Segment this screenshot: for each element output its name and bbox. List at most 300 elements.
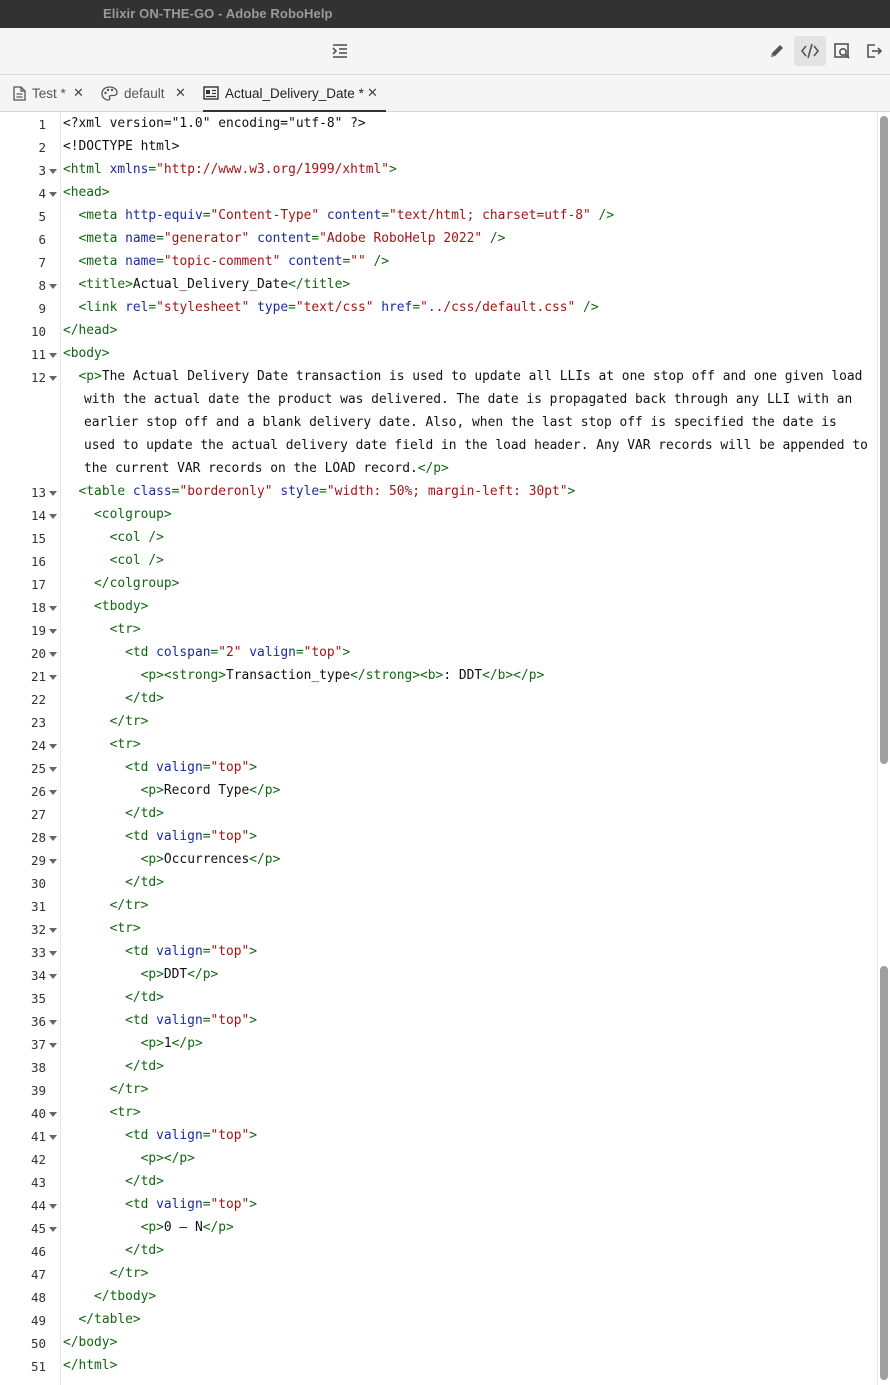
line-number: 33: [30, 945, 46, 960]
line-number: 15: [30, 531, 46, 546]
code-token: </title>: [288, 277, 351, 292]
code-token: =: [156, 254, 164, 269]
code-line[interactable]: [63, 967, 218, 982]
code-line[interactable]: [63, 944, 257, 959]
code-token: <td: [125, 1197, 157, 1212]
fold-toggle-icon[interactable]: [49, 767, 57, 772]
code-token: [63, 1197, 125, 1212]
code-token: />: [575, 300, 599, 315]
code-token: with the actual date the product was delivered. The date is propagated back through any LLI with an: [84, 392, 853, 407]
code-token: "2": [218, 645, 242, 660]
code-token: </tr>: [109, 1266, 149, 1281]
code-line[interactable]: [63, 691, 164, 706]
editor-toolbar: [0, 28, 890, 75]
code-token: used to update the actual delivery date field in the load header. Any VAR records will be appended to: [84, 438, 868, 453]
code-token: </tr>: [109, 1082, 149, 1097]
code-line[interactable]: [63, 898, 148, 913]
code-token: "borderonly": [179, 484, 273, 499]
code-token: DDT: [163, 967, 188, 982]
code-token: name: [125, 254, 157, 269]
code-token: [63, 599, 94, 614]
code-token: "Content-Type": [210, 208, 320, 223]
code-token: </b></p>: [482, 668, 545, 683]
code-token: "http://www.w3.org/1999/xhtml": [156, 162, 389, 177]
code-line[interactable]: [63, 208, 614, 223]
code-token: =: [171, 484, 180, 499]
code-token: />: [482, 231, 506, 246]
code-token: </table>: [78, 1312, 141, 1327]
code-line[interactable]: [63, 576, 179, 591]
code-token: "top": [210, 944, 250, 959]
code-token: href: [381, 300, 413, 315]
code-line[interactable]: [63, 323, 117, 338]
code-token: <p>: [140, 1220, 164, 1235]
outline-icon[interactable]: [324, 36, 356, 66]
code-token: =: [148, 162, 157, 177]
code-token: [63, 829, 125, 844]
code-token: [63, 1243, 125, 1258]
tab-label: default: [124, 85, 165, 101]
line-number: 14: [30, 508, 46, 523]
code-token: [63, 875, 125, 890]
code-token: "top": [303, 645, 343, 660]
code-token: [63, 898, 110, 913]
code-token: [63, 369, 79, 384]
code-line[interactable]: [84, 392, 852, 407]
code-token: "topic-comment": [163, 254, 281, 269]
pencil-icon[interactable]: [761, 36, 793, 66]
fold-toggle-icon[interactable]: [49, 1135, 57, 1140]
fold-toggle-icon[interactable]: [49, 859, 57, 864]
code-token: : DDT: [443, 668, 483, 683]
line-number: 30: [30, 876, 46, 891]
line-number: 32: [30, 922, 46, 937]
line-number: 27: [30, 807, 46, 822]
code-token: [249, 231, 257, 246]
code-icon[interactable]: [794, 36, 826, 66]
line-number: 19: [30, 623, 46, 638]
line-number: 2: [38, 140, 46, 155]
code-token: <col />: [109, 530, 164, 545]
code-token: <meta: [78, 254, 126, 269]
code-token: [63, 806, 125, 821]
code-line[interactable]: [63, 852, 280, 867]
code-token: [63, 1151, 141, 1166]
code-token: [63, 300, 79, 315]
code-token: [63, 576, 94, 591]
code-token: <col />: [109, 553, 164, 568]
code-token: <colgroup>: [94, 507, 172, 522]
code-token: "top": [210, 829, 250, 844]
code-line[interactable]: [63, 1358, 117, 1373]
code-token: >: [249, 1128, 258, 1143]
code-line[interactable]: [63, 346, 110, 361]
code-token: >: [249, 1197, 258, 1212]
code-line[interactable]: [63, 277, 350, 292]
code-token: [63, 530, 110, 545]
code-token: "text/html; charset=utf-8": [389, 208, 591, 223]
tab-actual-delivery-date[interactable]: [203, 75, 378, 111]
code-line[interactable]: [84, 415, 837, 430]
line-number: 26: [30, 784, 46, 799]
code-token: The Actual Delivery Date transaction is used to update all LLIs at one stop off and one given load: [101, 369, 863, 384]
fold-toggle-icon[interactable]: [49, 606, 57, 611]
code-token: </p>: [202, 1220, 234, 1235]
code-line[interactable]: [63, 1312, 141, 1327]
code-line[interactable]: [63, 1335, 117, 1350]
code-line[interactable]: [63, 1036, 203, 1051]
line-number: 36: [30, 1014, 46, 1029]
line-number: 39: [30, 1083, 46, 1098]
fold-toggle-icon[interactable]: [49, 951, 57, 956]
code-token: </tr>: [109, 898, 149, 913]
code-line[interactable]: [63, 599, 148, 614]
fold-toggle-icon[interactable]: [49, 376, 57, 381]
code-token: "": [350, 254, 366, 269]
code-token: >: [249, 829, 258, 844]
code-token: <td: [125, 1013, 157, 1028]
code-token: <p>: [78, 369, 102, 384]
line-number: 7: [38, 255, 46, 270]
code-token: [280, 254, 288, 269]
code-token: </td>: [125, 1174, 164, 1189]
code-line[interactable]: [63, 783, 280, 798]
code-token: "../css/default.css": [420, 300, 576, 315]
code-token: [63, 1013, 125, 1028]
code-line[interactable]: [63, 185, 110, 200]
window-title: Elixir ON-THE-GO - Adobe RoboHelp: [103, 6, 333, 21]
code-line[interactable]: [63, 714, 148, 729]
line-number: 45: [30, 1221, 46, 1236]
close-icon[interactable]: ✕: [367, 85, 378, 100]
code-token: [63, 714, 110, 729]
tab-test[interactable]: [13, 75, 84, 111]
code-token: [63, 852, 141, 867]
fold-toggle-icon[interactable]: [49, 836, 57, 841]
line-number: 24: [30, 738, 46, 753]
code-token: <td: [125, 829, 157, 844]
code-token: http-equiv: [125, 208, 203, 223]
tab-default[interactable]: [101, 75, 186, 111]
code-token: valign: [156, 944, 203, 959]
fold-toggle-icon[interactable]: [49, 629, 57, 634]
fold-toggle-icon[interactable]: [49, 790, 57, 795]
code-token: </td>: [125, 875, 164, 890]
code-token: <p>: [140, 852, 164, 867]
fold-toggle-icon[interactable]: [49, 284, 57, 289]
fold-toggle-icon[interactable]: [49, 491, 57, 496]
code-token: "Adobe RoboHelp 2022": [319, 231, 483, 246]
code-token: </p>: [249, 852, 281, 867]
code-line[interactable]: [63, 990, 164, 1005]
code-token: </td>: [125, 691, 164, 706]
line-number: 43: [30, 1175, 46, 1190]
line-number: 12: [30, 370, 46, 385]
code-token: />: [365, 254, 390, 269]
close-icon[interactable]: ✕: [73, 85, 84, 100]
code-line[interactable]: [63, 875, 164, 890]
code-token: <tr>: [109, 737, 141, 752]
code-token: <html: [63, 162, 110, 177]
code-token: [63, 783, 141, 798]
export-icon[interactable]: [858, 36, 890, 66]
code-token: "text/css": [295, 300, 374, 315]
vertical-scrollbar[interactable]: [877, 112, 890, 1385]
code-token: </html>: [63, 1358, 118, 1373]
fold-toggle-icon[interactable]: [49, 1204, 57, 1209]
code-token: Record Type: [163, 783, 250, 798]
code-token: valign: [156, 1197, 203, 1212]
line-number: 17: [30, 577, 46, 592]
code-line[interactable]: [63, 300, 599, 315]
code-token: "width: 50%; margin-left: 30pt": [326, 484, 568, 499]
code-token: <meta: [78, 208, 126, 223]
line-number: 11: [30, 347, 46, 362]
code-token: valign: [156, 1013, 203, 1028]
code-token: [63, 668, 141, 683]
code-token: </head>: [63, 323, 118, 338]
code-token: [63, 277, 79, 292]
code-line[interactable]: [63, 622, 141, 637]
line-number: 41: [30, 1129, 46, 1144]
code-line[interactable]: [84, 438, 868, 453]
fold-toggle-icon[interactable]: [49, 675, 57, 680]
code-token: [63, 1036, 141, 1051]
line-number: 49: [30, 1313, 46, 1328]
code-token: [63, 507, 94, 522]
scrollbar-thumb[interactable]: [880, 116, 888, 764]
code-token: </td>: [125, 1243, 164, 1258]
code-token: >: [342, 645, 351, 660]
code-token: [63, 1059, 125, 1074]
code-token: >: [249, 1013, 258, 1028]
line-number: 28: [30, 830, 46, 845]
line-number: 10: [30, 324, 46, 339]
line-number: 31: [30, 899, 46, 914]
code-token: [63, 553, 110, 568]
code-token: valign: [156, 829, 203, 844]
code-token: [63, 760, 125, 775]
code-token: [63, 1174, 125, 1189]
code-token: =: [342, 254, 351, 269]
code-token: =: [202, 1013, 211, 1028]
code-token: [63, 645, 125, 660]
code-line[interactable]: [63, 921, 141, 936]
code-token: >: [249, 944, 258, 959]
code-line[interactable]: [63, 1013, 257, 1028]
fold-toggle-icon[interactable]: [49, 744, 57, 749]
line-number: 25: [30, 761, 46, 776]
code-token: </p>: [417, 461, 449, 476]
line-number: 3: [38, 163, 46, 178]
preview-icon[interactable]: [826, 36, 858, 66]
code-line[interactable]: [63, 507, 172, 522]
line-number: 22: [30, 692, 46, 707]
code-line[interactable]: [63, 231, 505, 246]
code-token: =: [412, 300, 421, 315]
code-token: [63, 967, 141, 982]
code-token: >: [388, 162, 397, 177]
code-token: "top": [210, 1013, 250, 1028]
code-token: class: [132, 484, 172, 499]
code-line[interactable]: [63, 1082, 148, 1097]
code-token: valign: [156, 760, 203, 775]
close-icon[interactable]: ✕: [175, 85, 186, 100]
fold-toggle-icon[interactable]: [49, 1043, 57, 1048]
code-token: content: [257, 231, 312, 246]
line-number: 4: [38, 186, 46, 201]
code-line[interactable]: [63, 254, 389, 269]
code-line[interactable]: [63, 116, 366, 131]
line-number: 37: [30, 1037, 46, 1052]
fold-toggle-icon[interactable]: [49, 1020, 57, 1025]
code-token: >: [249, 760, 258, 775]
code-token: <p><strong>: [140, 668, 226, 683]
code-token: xmlns: [109, 162, 149, 177]
code-token: <tr>: [109, 1105, 141, 1120]
code-token: <td: [125, 1128, 157, 1143]
line-number: 9: [38, 301, 46, 316]
code-token: />: [590, 208, 615, 223]
fold-toggle-icon[interactable]: [49, 652, 57, 657]
line-number: 48: [30, 1290, 46, 1305]
title-bar: [0, 0, 890, 28]
code-token: </tr>: [109, 714, 149, 729]
code-token: <tr>: [109, 622, 141, 637]
code-token: =: [311, 231, 320, 246]
code-token: [63, 254, 79, 269]
code-line[interactable]: [63, 1174, 164, 1189]
code-token: [63, 1105, 110, 1120]
tab-label: Test *: [32, 85, 66, 101]
code-token: Transaction_type: [225, 668, 351, 683]
code-editor[interactable]: [0, 112, 878, 1385]
code-token: <td: [125, 645, 157, 660]
tab-bar: [0, 75, 890, 112]
code-token: <body>: [63, 346, 110, 361]
code-line[interactable]: [63, 162, 397, 177]
code-line[interactable]: [63, 760, 257, 775]
code-token: =: [202, 1128, 211, 1143]
code-token: 1: [163, 1036, 172, 1051]
code-line[interactable]: [63, 553, 164, 568]
code-token: rel: [125, 300, 149, 315]
code-token: <table: [78, 484, 133, 499]
code-token: [63, 944, 125, 959]
line-number: 6: [38, 232, 46, 247]
code-token: style: [280, 484, 320, 499]
code-token: </tbody>: [94, 1289, 157, 1304]
fold-toggle-icon[interactable]: [49, 353, 57, 358]
code-line[interactable]: [63, 1220, 234, 1235]
line-number: 8: [38, 278, 46, 293]
line-number: 1: [38, 117, 46, 132]
line-number: 5: [38, 209, 46, 224]
topic-icon: [203, 86, 219, 100]
code-line[interactable]: [63, 530, 164, 545]
line-number: 40: [30, 1106, 46, 1121]
code-line[interactable]: [63, 1197, 257, 1212]
line-number: 29: [30, 853, 46, 868]
code-token: [63, 622, 110, 637]
fold-toggle-icon[interactable]: [49, 1227, 57, 1232]
code-token: </strong><b>: [350, 668, 444, 683]
file-icon: [13, 86, 26, 101]
code-token: </p>: [171, 1036, 203, 1051]
code-token: =: [381, 208, 389, 223]
code-token: "top": [210, 1197, 250, 1212]
code-token: <p></p>: [140, 1151, 195, 1166]
code-token: <p>: [140, 783, 164, 798]
code-line[interactable]: [84, 461, 449, 476]
code-token: </td>: [125, 806, 164, 821]
code-line[interactable]: [63, 1105, 141, 1120]
code-token: content: [288, 254, 343, 269]
code-line[interactable]: [63, 1243, 164, 1258]
code-token: [63, 1128, 125, 1143]
code-token: "top": [210, 760, 250, 775]
line-number: 38: [30, 1060, 46, 1075]
code-line[interactable]: [63, 369, 862, 384]
code-token: <link: [78, 300, 126, 315]
fold-toggle-icon[interactable]: [49, 169, 57, 174]
line-number: 20: [30, 646, 46, 661]
code-token: [63, 990, 125, 1005]
line-number: 47: [30, 1267, 46, 1282]
palette-icon: [101, 86, 118, 101]
line-number: 42: [30, 1152, 46, 1167]
code-line[interactable]: [63, 484, 575, 499]
code-line[interactable]: [63, 829, 257, 844]
fold-toggle-icon[interactable]: [49, 928, 57, 933]
code-token: =: [148, 300, 157, 315]
code-token: </p>: [187, 967, 219, 982]
code-line[interactable]: [63, 737, 141, 752]
scrollbar-thumb[interactable]: [880, 966, 888, 1380]
fold-toggle-icon[interactable]: [49, 192, 57, 197]
code-line[interactable]: [63, 1289, 156, 1304]
line-number: 46: [30, 1244, 46, 1259]
code-token: =: [202, 1197, 211, 1212]
code-line[interactable]: [63, 668, 544, 683]
line-number-gutter: [0, 112, 61, 1385]
fold-toggle-icon[interactable]: [49, 974, 57, 979]
code-token: =: [295, 645, 304, 660]
code-token: <?xml version="1.0" encoding="utf-8" ?>: [63, 116, 366, 131]
code-token: type: [257, 300, 289, 315]
code-token: valign: [156, 1128, 203, 1143]
fold-toggle-icon[interactable]: [49, 514, 57, 519]
code-token: </td>: [125, 990, 164, 1005]
code-token: Occurrences: [163, 852, 250, 867]
code-token: =: [202, 208, 211, 223]
code-line[interactable]: [63, 139, 179, 154]
code-line[interactable]: [63, 1151, 195, 1166]
code-line[interactable]: [63, 1266, 148, 1281]
code-line[interactable]: [63, 806, 164, 821]
code-line[interactable]: [63, 645, 350, 660]
code-token: =: [156, 231, 164, 246]
code-token: =: [288, 300, 296, 315]
fold-toggle-icon[interactable]: [49, 1112, 57, 1117]
code-token: "generator": [163, 231, 250, 246]
code-line[interactable]: [63, 1128, 257, 1143]
code-token: [63, 691, 125, 706]
line-number: 21: [30, 669, 46, 684]
code-line[interactable]: [63, 1059, 164, 1074]
code-token: >: [567, 484, 576, 499]
code-token: <!DOCTYPE html>: [63, 139, 180, 154]
